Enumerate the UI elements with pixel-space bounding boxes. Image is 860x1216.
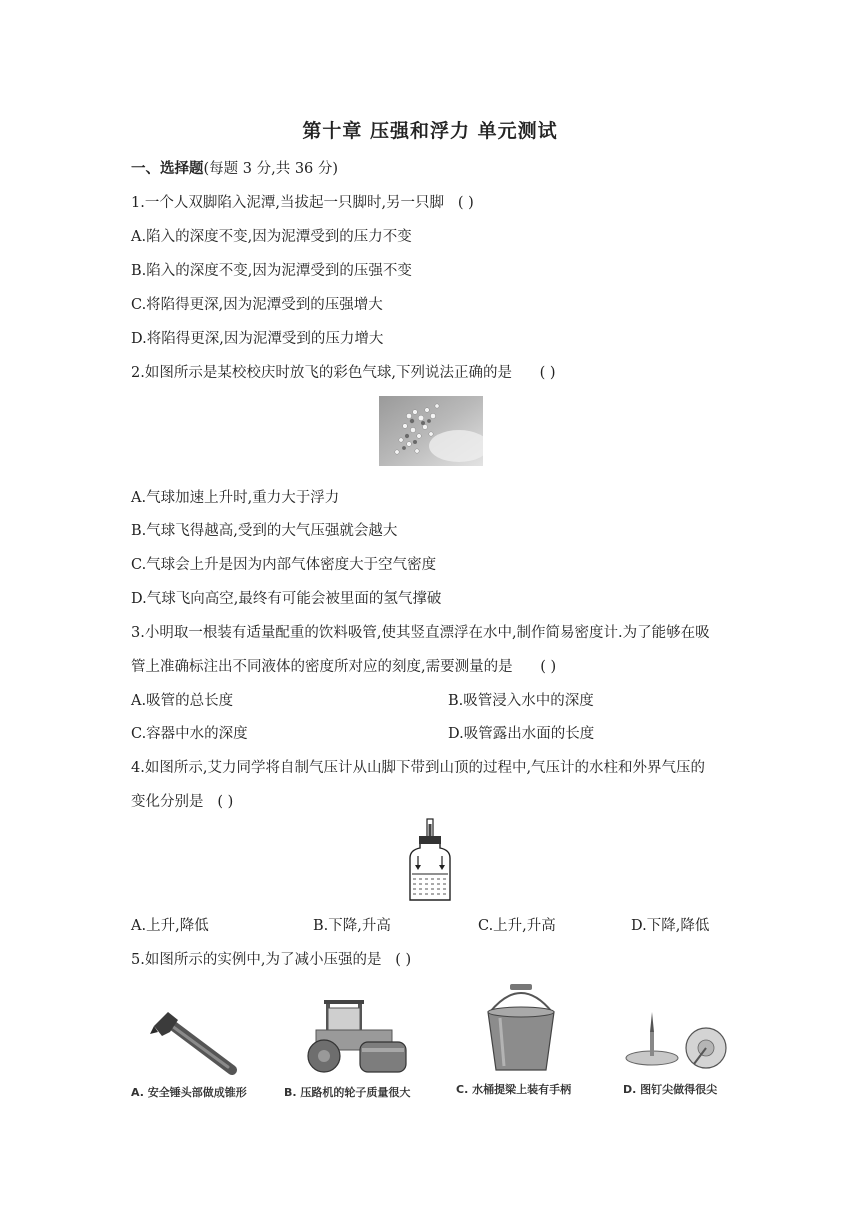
q2-option-b: B.气球飞得越高,受到的大气压强就会越大 [131, 523, 398, 539]
question-5-stem: 5.如图所示的实例中,为了减小压强的是 [131, 952, 382, 968]
q4-option-c: C.上升,升高 [478, 918, 556, 934]
safety-hammer-image [148, 1008, 240, 1078]
figure-b-caption: B. 压路机的轮子质量很大 [284, 1086, 411, 1099]
question-2-stem: 2.如图所示是某校校庆时放飞的彩色气球,下列说法正确的是 [131, 365, 512, 381]
section-heading [131, 157, 338, 178]
q1-option-b: B.陷入的深度不变,因为泥潭受到的压强不变 [131, 263, 412, 279]
question-3-stem: 管上准确标注出不同液体的密度所对应的刻度,需要测量的是 [131, 659, 513, 675]
answer-paren: ( ) [539, 365, 556, 381]
question-3-line-2 [131, 655, 556, 676]
question-4-line-2 [131, 790, 233, 811]
answer-paren: ( ) [395, 952, 412, 968]
q3-option-c: C.容器中水的深度 [131, 726, 248, 742]
answer-paren: ( ) [540, 659, 557, 675]
q1-option-a: A.陷入的深度不变,因为泥潭受到的压力不变 [131, 229, 412, 245]
road-roller-image [298, 994, 410, 1076]
question-5 [131, 948, 411, 969]
figure-d-caption: D. 图钉尖做得很尖 [623, 1083, 718, 1096]
balloons-photo [379, 396, 483, 466]
q3-option-d: D.吸管露出水面的长度 [448, 726, 595, 742]
bucket-image [480, 982, 562, 1076]
q2-option-a: A.气球加速上升时,重力大于浮力 [131, 490, 340, 506]
q3-option-a: A.吸管的总长度 [131, 693, 234, 709]
question-2 [131, 361, 556, 382]
question-1-stem: 1.一个人双脚陷入泥潭,当拔起一只脚时,另一只脚 [131, 195, 445, 211]
page-title: 第十章 压强和浮力 单元测试 [302, 120, 558, 142]
question-4-stem: 变化分别是 [131, 794, 204, 810]
q4-option-a: A.上升,降低 [131, 918, 209, 934]
section-note: (每题 3 分,共 36 分) [203, 161, 339, 177]
question-4-line-1: 4.如图所示,艾力同学将自制气压计从山脚下带到山顶的过程中,气压计的水柱和外界气压的 [131, 760, 706, 776]
q1-option-d: D.将陷得更深,因为泥潭受到的压力增大 [131, 331, 384, 347]
question-1 [131, 191, 474, 212]
thumbtack-image [622, 1008, 730, 1076]
barometer-bottle-diagram [404, 818, 456, 903]
section-heading-label: 一、选择题 [131, 160, 204, 177]
figure-c-caption: C. 水桶提梁上装有手柄 [456, 1083, 572, 1096]
q2-option-d: D.气球飞向高空,最终有可能会被里面的氢气撑破 [131, 591, 442, 607]
figure-a-caption: A. 安全锤头部做成锥形 [131, 1086, 247, 1099]
q4-option-b: B.下降,升高 [313, 918, 391, 934]
answer-paren: ( ) [217, 794, 234, 810]
answer-paren: ( ) [457, 195, 474, 211]
q1-option-c: C.将陷得更深,因为泥潭受到的压强增大 [131, 297, 383, 313]
q4-option-d: D.下降,降低 [631, 918, 710, 934]
question-3-line-1: 3.小明取一根装有适量配重的饮料吸管,使其竖直漂浮在水中,制作简易密度计.为了能够在吸 [131, 625, 710, 641]
q2-option-c: C.气球会上升是因为内部气体密度大于空气密度 [131, 557, 437, 573]
q3-option-b: B.吸管浸入水中的深度 [448, 693, 594, 709]
